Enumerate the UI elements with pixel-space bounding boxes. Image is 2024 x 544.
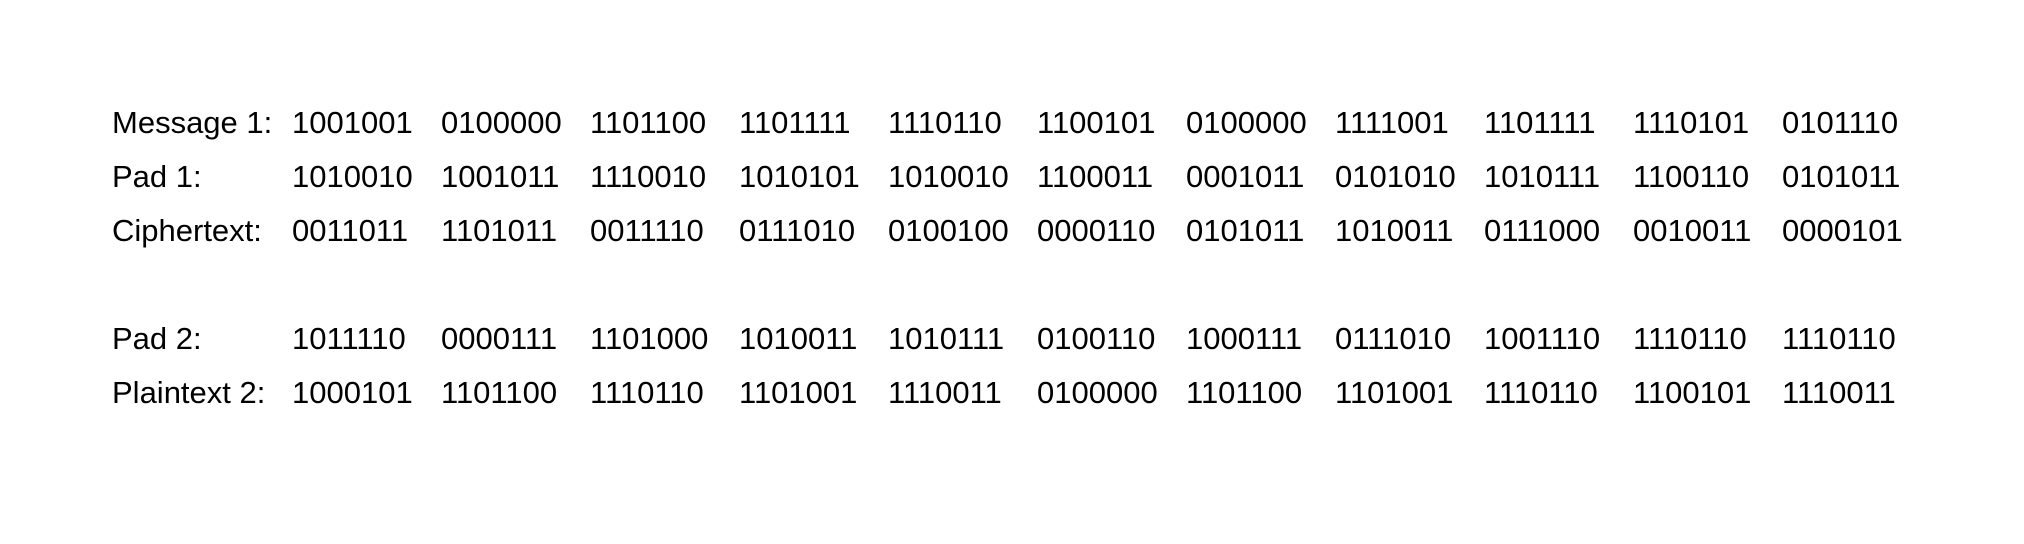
- bit-group: 1010010: [888, 159, 1009, 194]
- message-1-row: [112, 96, 1921, 150]
- bit-group: 1101011: [441, 213, 558, 248]
- bit-group: 1000111: [1186, 321, 1303, 356]
- row-label: Pad 2:: [112, 321, 202, 356]
- bit-group: 0111000: [1484, 213, 1601, 248]
- row-label: Plaintext 2:: [112, 375, 266, 410]
- bit-group: 1110110: [888, 105, 1002, 140]
- bit-group: 1001011: [441, 159, 560, 194]
- bit-group: 0111010: [1335, 321, 1452, 356]
- bit-group: 1100101: [1633, 375, 1752, 410]
- bit-group: 1001110: [1484, 321, 1601, 356]
- bit-group: 1110010: [590, 159, 707, 194]
- bit-group: 1011110: [292, 321, 406, 356]
- bit-group: 1111001: [1335, 105, 1449, 140]
- bit-group: 1110011: [1782, 375, 1896, 410]
- bit-group: 1101100: [1186, 375, 1303, 410]
- bit-group: 0100000: [441, 105, 562, 140]
- bit-group: 0100000: [1037, 375, 1158, 410]
- bit-group: 1010111: [888, 321, 1005, 356]
- row-label: Ciphertext:: [112, 213, 262, 248]
- bit-group: 1100101: [1037, 105, 1156, 140]
- bit-group: 0101010: [1335, 159, 1456, 194]
- plaintext-2-row: [112, 366, 1921, 420]
- bit-group: 0000110: [1037, 213, 1156, 248]
- bit-group: 1100011: [1037, 159, 1154, 194]
- bit-group: 0000111: [441, 321, 558, 356]
- bit-group: 0011110: [590, 213, 704, 248]
- bit-group: 1101111: [739, 105, 851, 140]
- pad-2-row: [112, 312, 1921, 366]
- bit-group: 0000101: [1782, 213, 1903, 248]
- bit-group: 1101100: [590, 105, 707, 140]
- bit-group: 0101110: [1782, 105, 1899, 140]
- bit-group: 1110110: [1484, 375, 1598, 410]
- bit-group: 1000101: [292, 375, 413, 410]
- bit-group: 1101000: [590, 321, 709, 356]
- bit-group: 1110101: [1633, 105, 1750, 140]
- bit-group: 0100110: [1037, 321, 1156, 356]
- bit-group: 0100000: [1186, 105, 1307, 140]
- bit-group: 0011011: [292, 213, 409, 248]
- row-label: Message 1:: [112, 105, 273, 140]
- bit-group: 1110110: [590, 375, 704, 410]
- bit-group: 1110011: [888, 375, 1002, 410]
- bit-group: 1101001: [1335, 375, 1454, 410]
- bit-group: 0010011: [1633, 213, 1752, 248]
- bit-group: 1110110: [1782, 321, 1896, 356]
- bit-group: 1101111: [1484, 105, 1596, 140]
- pad-1-row: [112, 150, 1921, 204]
- bit-group: 0001011: [1186, 159, 1305, 194]
- bit-group: 1010011: [1335, 213, 1454, 248]
- bit-group: 1010010: [292, 159, 413, 194]
- bit-group: 1010101: [739, 159, 860, 194]
- bit-group: 1010011: [739, 321, 858, 356]
- row-label: Pad 1:: [112, 159, 202, 194]
- bit-group: 1101001: [739, 375, 858, 410]
- bit-group: 0101011: [1782, 159, 1901, 194]
- bit-group: 1110110: [1633, 321, 1747, 356]
- bit-group: 0101011: [1186, 213, 1305, 248]
- bit-group: 1001001: [292, 105, 413, 140]
- bit-group: 1100110: [1633, 159, 1750, 194]
- otp-table: [112, 96, 1921, 420]
- bit-group: 1010111: [1484, 159, 1601, 194]
- ciphertext-row: [112, 204, 1921, 258]
- bit-group: 0100100: [888, 213, 1009, 248]
- bit-group: 0111010: [739, 213, 856, 248]
- bit-group: 1101100: [441, 375, 558, 410]
